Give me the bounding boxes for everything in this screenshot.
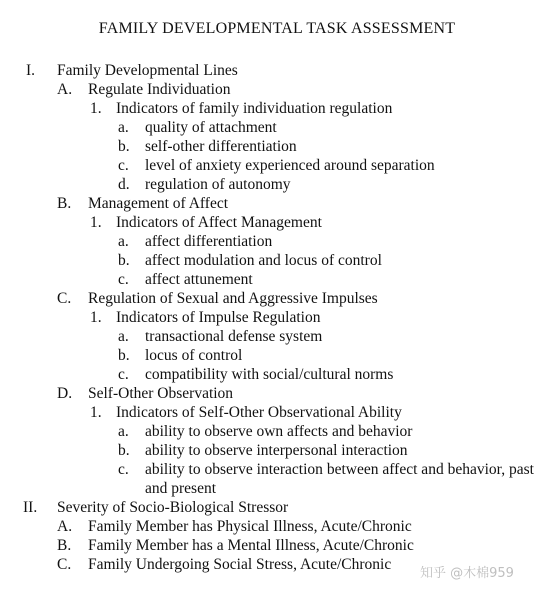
outline-marker: b. <box>118 347 130 364</box>
outline-marker: b. <box>118 252 130 269</box>
outline-text: Regulation of Sexual and Aggressive Impulses <box>88 290 378 307</box>
outline-marker: d. <box>118 176 130 193</box>
outline-text: Family Developmental Lines <box>57 62 238 79</box>
outline-text: affect modulation and locus of control <box>145 252 382 269</box>
outline-text: Indicators of Affect Management <box>116 214 322 231</box>
outline-text: Family Member has Physical Illness, Acute/Chronic <box>88 518 412 535</box>
outline-marker: A. <box>57 81 73 98</box>
outline-text: compatibility with social/cultural norms <box>145 366 394 383</box>
watermark: 知乎 @木棉959 <box>420 566 514 581</box>
outline-marker: II. <box>23 499 38 516</box>
outline-marker: a. <box>118 328 129 345</box>
outline-marker: c. <box>118 157 129 174</box>
outline-marker: a. <box>118 233 129 250</box>
outline-marker: I. <box>26 62 36 79</box>
outline-text: ability to observe interaction between affect and behavior, past and present <box>145 461 534 497</box>
outline-text: Family Member has a Mental Illness, Acute/Chronic <box>88 537 414 554</box>
outline-marker: D. <box>57 385 73 402</box>
outline-marker: A. <box>57 518 73 535</box>
outline-marker: a. <box>118 119 129 136</box>
outline-marker: C. <box>57 556 72 573</box>
outline-marker: c. <box>118 366 129 383</box>
outline-marker: B. <box>57 195 72 212</box>
outline-marker: a. <box>118 423 129 440</box>
outline-marker: 1. <box>90 100 102 117</box>
outline-text: Family Undergoing Social Stress, Acute/Chronic <box>88 556 392 573</box>
outline-marker: b. <box>118 138 130 155</box>
outline-text: level of anxiety experienced around separation <box>145 157 435 174</box>
outline-text: Self-Other Observation <box>88 385 234 402</box>
outline-text: regulation of autonomy <box>145 176 291 193</box>
outline-text: Indicators of Impulse Regulation <box>116 309 321 326</box>
outline-marker: 1. <box>90 404 102 421</box>
outline-marker: c. <box>118 271 129 288</box>
outline-marker: 1. <box>90 309 102 326</box>
outline-text: Management of Affect <box>88 195 229 212</box>
outline-text: self-other differentiation <box>145 138 297 155</box>
outline-marker: C. <box>57 290 72 307</box>
outline-text: affect differentiation <box>145 233 273 250</box>
outline-text: transactional defense system <box>145 328 323 345</box>
outline-text: ability to observe interpersonal interaction <box>145 442 408 459</box>
outline-text: ability to observe own affects and behavior <box>145 423 413 440</box>
outline-text: Indicators of Self-Other Observational Ability <box>116 404 402 421</box>
outline-text: Indicators of family individuation regulation <box>116 100 393 117</box>
outline-text: Severity of Socio-Biological Stressor <box>57 499 289 516</box>
outline-text: quality of attachment <box>145 119 277 136</box>
page-title: FAMILY DEVELOPMENTAL TASK ASSESSMENT <box>98 20 456 37</box>
outline-marker: c. <box>118 461 129 478</box>
outline-text: locus of control <box>145 347 243 364</box>
outline-text: Regulate Individuation <box>88 81 231 98</box>
outline-marker: B. <box>57 537 72 554</box>
outline-marker: b. <box>118 442 130 459</box>
outline-marker: 1. <box>90 214 102 231</box>
outline-text: affect attunement <box>145 271 253 288</box>
